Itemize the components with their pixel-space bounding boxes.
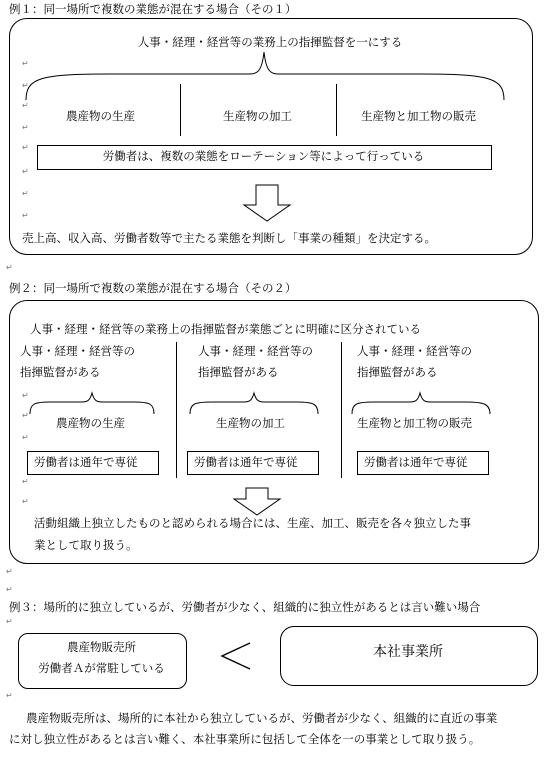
paragraph-mark: ↵: [6, 263, 13, 272]
example3-branch-line2: 労働者Ａが常駐している: [38, 661, 165, 675]
example1-top-label: 人事・経理・経営等の業務上の指揮監督を一にする: [137, 35, 403, 49]
example2-conclusion-line1: 活動組織上独立したものと認められる場合には、生産、加工、販売を各々独立した事: [34, 516, 471, 530]
example2-col1-supervision-line1: 人事・経理・経営等の: [20, 344, 135, 358]
paragraph-mark: ↵: [6, 691, 13, 700]
example1-category-processing: 生産物の加工: [223, 109, 292, 123]
example3-headquarters: 本社事業所: [373, 644, 443, 660]
paragraph-mark: ↵: [22, 189, 29, 198]
paragraph-mark: ↵: [22, 81, 29, 90]
example2-col1-business: 農産物の生産: [56, 416, 125, 430]
example3-conclusion-line2: に対し独立性があるとは言い難く、本社事業所に包括して全体を一の事業として取り扱う。: [9, 732, 481, 746]
paragraph-mark: ↵: [22, 477, 29, 486]
example2-col3-worker: 労働者は通年で専従: [364, 455, 468, 469]
paragraph-mark: ↵: [6, 617, 13, 626]
paragraph-mark: ↵: [22, 123, 29, 132]
example2-heading: 例２：同一場所で複数の業態が混在する場合（その２）: [9, 281, 297, 295]
paragraph-mark: ↵: [22, 211, 29, 220]
paragraph-mark: ↵: [22, 497, 29, 506]
example2-col2-business: 生産物の加工: [216, 416, 285, 430]
paragraph-mark: ↵: [22, 391, 29, 400]
example2-col2-supervision-line2: 指揮監督がある: [198, 365, 279, 379]
example2-col3-supervision-line2: 指揮監督がある: [357, 365, 438, 379]
paragraph-mark: ↵: [6, 585, 13, 594]
example2-col3-business: 生産物と加工物の販売: [357, 416, 472, 430]
example3-heading: 例３：場所的に独立しているが、労働者が少なく、組織的に独立性があるとは言い難い場合: [9, 600, 481, 614]
paragraph-mark: ↵: [22, 101, 29, 110]
example2-col3-supervision-line1: 人事・経理・経営等の: [357, 344, 472, 358]
example2-col2-worker: 労働者は通年で専従: [194, 455, 298, 469]
example2-col2-supervision-line1: 人事・経理・経営等の: [198, 344, 313, 358]
example3-conclusion-line1: 農産物販売所は、場所的に本社から独立しているが、労働者が少なく、組織的に直近の事業: [26, 711, 498, 725]
paragraph-mark: ↵: [22, 167, 29, 176]
example3-branch-line1: 農産物販売所: [67, 640, 136, 654]
example1-worker-note: 労働者は、複数の業態をローテーション等によって行っている: [102, 149, 425, 163]
example2-col1-worker: 労働者は通年で専従: [34, 455, 138, 469]
example1-category-production: 農産物の生産: [66, 109, 135, 123]
paragraph-mark: ↵: [22, 433, 29, 442]
paragraph-mark: ↵: [6, 567, 13, 576]
example2-col1-supervision-line2: 指揮監督がある: [20, 365, 101, 379]
example1-category-sales: 生産物と加工物の販売: [361, 109, 476, 123]
example1-heading: 例１：同一場所で複数の業態が混在する場合（その１）: [9, 2, 297, 16]
paragraph-mark: ↵: [22, 59, 29, 68]
paragraph-mark: ↵: [22, 411, 29, 420]
paragraph-mark: ↵: [22, 143, 29, 152]
example2-conclusion-line2: 業として取り扱う。: [34, 538, 138, 552]
example1-conclusion: 売上高、収入高、労働者数等で主たる業態を判断し「事業の種類」を決定する。: [22, 231, 436, 245]
example2-top-label: 人事・経理・経営等の業務上の指揮監督が業態ごとに明確に区分されている: [30, 322, 421, 336]
